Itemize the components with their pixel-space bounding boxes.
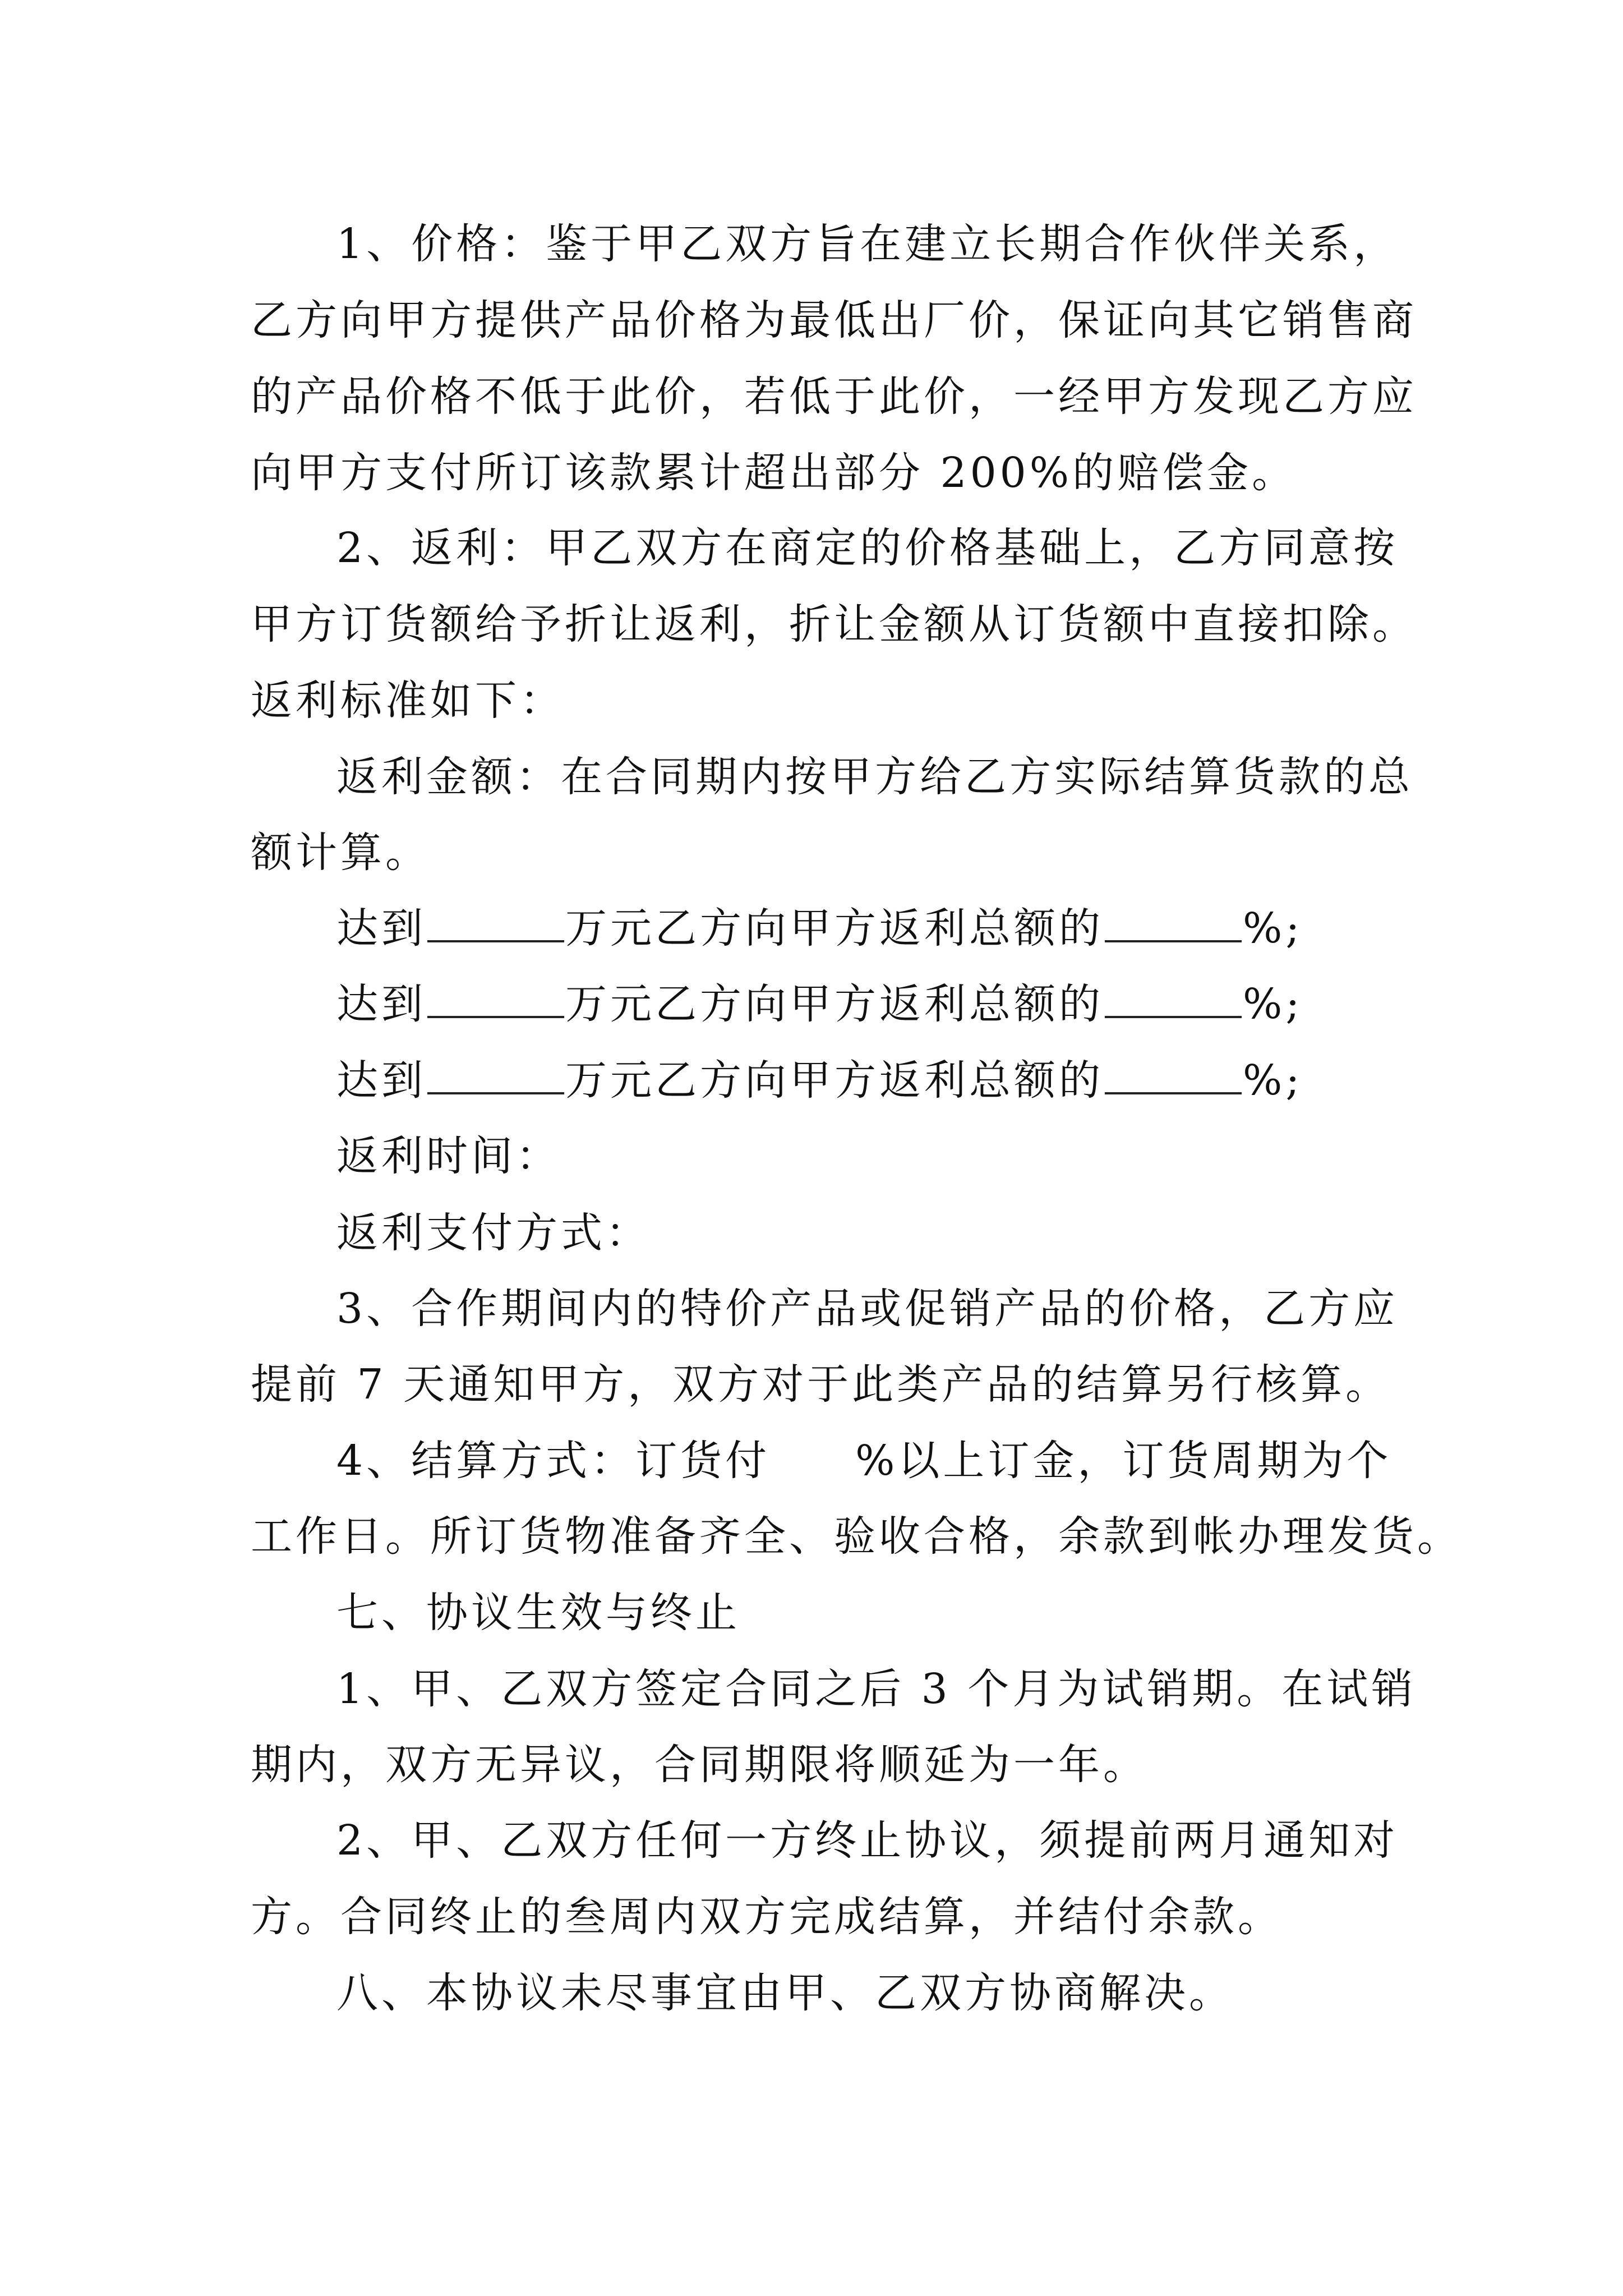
section-heading: 八、本协议未尽事宜由甲、乙双方协商解决。 <box>336 1969 1234 2017</box>
paragraph-line: 向甲方支付所订该款累计超出部分 200%的赔偿金。 <box>251 449 1297 497</box>
blank-percent-field <box>1105 981 1242 1018</box>
paragraph-line: 1、价格：鉴于甲乙双方旨在建立长期合作伙伴关系， <box>336 220 1399 268</box>
settlement-suffix: %以上订金，订货周期为个 <box>855 1437 1392 1485</box>
rebate-tier-suffix: %; <box>1243 1056 1303 1105</box>
rebate-tier-line <box>336 901 1303 955</box>
paragraph-line: 额计算。 <box>251 829 430 877</box>
paragraph-line: 返利标准如下： <box>251 677 565 725</box>
rebate-tier-middle: 万元乙方向甲方返利总额的 <box>565 904 1104 953</box>
settlement-blank-gap <box>770 1474 855 1475</box>
paragraph-line: 返利金额：在合同期内按甲方给乙方实际结算货款的总 <box>336 753 1413 801</box>
section-heading: 七、协议生效与终止 <box>336 1589 740 1637</box>
paragraph-line: 返利支付方式： <box>336 1209 651 1257</box>
blank-amount-field <box>427 981 564 1018</box>
rebate-tier-prefix: 达到 <box>336 1056 426 1105</box>
paragraph-line: 1、甲、乙双方签定合同之后 3 个月为试销期。在试销 <box>336 1665 1417 1713</box>
paragraph-line: 方。合同终止的叁周内双方完成结算，并结付余款。 <box>251 1893 1283 1941</box>
paragraph-line: 提前 7 天通知甲方，双方对于此类产品的结算另行核算。 <box>251 1360 1391 1409</box>
blank-amount-field <box>427 905 564 942</box>
settlement-prefix: 4、结算方式：订货付 <box>336 1437 771 1485</box>
blank-percent-field <box>1105 905 1242 942</box>
rebate-tier-prefix: 达到 <box>336 904 426 953</box>
paragraph-line: 返利时间： <box>336 1132 561 1180</box>
paragraph-line: 乙方向甲方提供产品价格为最低出厂价，保证向其它销售商 <box>251 296 1417 344</box>
settlement-line <box>336 1434 1391 1488</box>
paragraph-line: 的产品价格不低于此价，若低于此价，一经甲方发现乙方应 <box>251 372 1417 421</box>
paragraph-line: 3、合作期间内的特价产品或促销产品的价格，乙方应 <box>336 1285 1399 1333</box>
paragraph-line: 2、甲、乙双方任何一方终止协议，须提前两月通知对 <box>336 1816 1399 1865</box>
rebate-tier-middle: 万元乙方向甲方返利总额的 <box>565 980 1104 1028</box>
blank-amount-field <box>427 1057 564 1094</box>
rebate-tier-line <box>336 977 1303 1031</box>
paragraph-line: 甲方订货额给予折让返利，折让金额从订货额中直接扣除。 <box>251 600 1417 648</box>
rebate-tier-suffix: %; <box>1243 904 1303 953</box>
rebate-tier-line <box>336 1053 1303 1107</box>
rebate-tier-middle: 万元乙方向甲方返利总额的 <box>565 1056 1104 1105</box>
paragraph-line: 2、返利：甲乙双方在商定的价格基础上，乙方同意按 <box>336 524 1399 572</box>
paragraph-line: 期内，双方无异议，合同期限将顺延为一年。 <box>251 1741 1148 1789</box>
blank-percent-field <box>1105 1057 1242 1094</box>
rebate-tier-suffix: %; <box>1243 980 1303 1028</box>
rebate-tier-prefix: 达到 <box>336 980 426 1028</box>
paragraph-line: 工作日。所订货物准备齐全、验收合格，余款到帐办理发货。 <box>251 1512 1462 1561</box>
